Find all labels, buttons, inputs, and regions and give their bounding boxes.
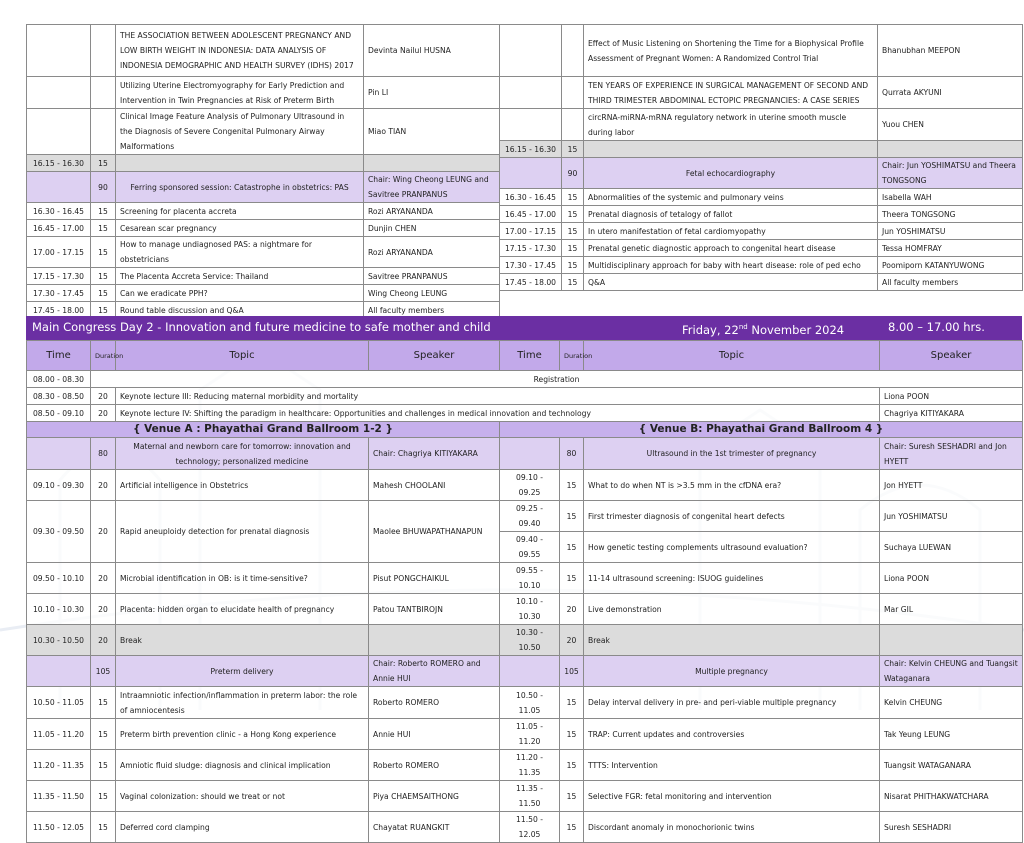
venue-b-duration: 15	[560, 563, 584, 594]
venue-b-speaker: Chair: Suresh SESHADRI and Jon HYETT	[880, 438, 1023, 470]
venue-a-duration: 20	[91, 625, 116, 656]
header-speaker: Speaker	[880, 341, 1023, 371]
header-topic: Topic	[116, 341, 369, 371]
venue-a-speaker	[369, 625, 500, 656]
session-duration: 90	[91, 172, 116, 203]
venue-b-time	[500, 656, 560, 687]
venue-b-topic: TTTS: Intervention	[584, 750, 880, 781]
venue-b-time: 11.50 - 12.05	[500, 812, 560, 843]
venue-a-speaker: Pisut PONGCHAIKUL	[369, 563, 500, 594]
session-time: 17.15 - 17.30	[500, 240, 562, 257]
venue-a-duration: 20	[91, 594, 116, 625]
session-topic: Prenatal genetic diagnostic approach to congenital heart disease	[584, 240, 878, 257]
session-speaker: Savitree PRANPANUS	[364, 268, 500, 285]
session-speaker: Pin LI	[364, 77, 500, 109]
table-row	[27, 220, 500, 237]
session-speaker: Miao TIAN	[364, 109, 500, 155]
session-duration: 15	[91, 237, 116, 268]
venue-b-duration: 80	[560, 438, 584, 470]
session-time: 17.45 - 18.00	[27, 302, 91, 319]
session-time	[27, 172, 91, 203]
venue-b-speaker: Jon HYETT	[880, 470, 1023, 501]
table-row	[500, 77, 1023, 109]
header-duration: Duration	[560, 341, 584, 371]
table-row	[500, 158, 1023, 189]
session-duration: 15	[562, 141, 584, 158]
header-topic: Topic	[584, 341, 880, 371]
common-time: 08.50 - 09.10	[27, 405, 91, 422]
venue-b-time: 10.50 - 11.05	[500, 687, 560, 719]
session-topic: Screening for placenta accreta	[116, 203, 364, 220]
banner-title: Main Congress Day 2 - Innovation and future medicine to safe mother and child	[32, 320, 491, 334]
session-duration: 15	[91, 203, 116, 220]
venue-b-duration: 15	[560, 750, 584, 781]
venue-b-speaker: Tak Yeung LEUNG	[880, 719, 1023, 750]
session-topic: TEN YEARS OF EXPERIENCE IN SURGICAL MANAGEMENT OF SECOND AND THIRD TRIMESTER ABDOMINAL ECTOPIC PREGNANCIES: A CASE SERIES	[584, 77, 878, 109]
table-row	[500, 141, 1023, 158]
venue-b-speaker	[880, 625, 1023, 656]
session-topic: Effect of Music Listening on Shortening the Time for a Biophysical Profile Assessment of Pregnant Women: A Randomized Control Trial	[584, 25, 878, 77]
venue-b-topic: Break	[584, 625, 880, 656]
session-duration: 15	[91, 268, 116, 285]
venue-a-topic: Placenta: hidden organ to elucidate health of pregnancy	[116, 594, 369, 625]
session-topic: Clinical Image Feature Analysis of Pulmonary Ultrasound in the Diagnosis of Severe Congenital Pulmonary Airway Malformations	[116, 109, 364, 155]
session-duration: 15	[91, 302, 116, 319]
venue-a-time: 09.50 - 10.10	[27, 563, 91, 594]
common-speaker: Liona POON	[880, 388, 1023, 405]
venue-a-time: 11.50 - 12.05	[27, 812, 91, 843]
venue-b-duration: 15	[560, 470, 584, 501]
venue-b-time: 11.35 - 11.50	[500, 781, 560, 812]
session-speaker: Bhanubhan MEEPON	[878, 25, 1023, 77]
table-row	[27, 687, 1023, 719]
table-row	[27, 750, 1023, 781]
session-speaker: All faculty members	[364, 302, 500, 319]
session-duration: 15	[91, 220, 116, 237]
venue-a-time: 11.20 - 11.35	[27, 750, 91, 781]
venue-a-topic: Intraamniotic infection/inflammation in preterm labor: the role of amniocentesis	[116, 687, 369, 719]
venue-b-time: 11.05 - 11.20	[500, 719, 560, 750]
session-time	[500, 77, 562, 109]
session-speaker: Rozi ARYANANDA	[364, 203, 500, 220]
session-duration	[91, 109, 116, 155]
session-time: 16.30 - 16.45	[27, 203, 91, 220]
session-time	[500, 109, 562, 141]
table-row	[27, 438, 1023, 470]
top-right-schedule	[499, 24, 1023, 291]
venue-a-time: 10.50 - 11.05	[27, 687, 91, 719]
session-topic	[584, 141, 878, 158]
venue-a-speaker: Roberto ROMERO	[369, 750, 500, 781]
venue-a-duration: 20	[91, 470, 116, 501]
session-duration: 90	[562, 158, 584, 189]
common-time: 08.30 - 08.50	[27, 388, 91, 405]
common-speaker: Chagriya KITIYAKARA	[880, 405, 1023, 422]
venue-b-topic: How genetic testing complements ultrasound evaluation?	[584, 532, 880, 563]
venue-b-speaker: Tuangsit WATAGANARA	[880, 750, 1023, 781]
venue-a-duration: 105	[91, 656, 116, 687]
table-row	[500, 223, 1023, 240]
venue-a-speaker: Annie HUI	[369, 719, 500, 750]
venue-a-time	[27, 656, 91, 687]
venue-b-duration: 15	[560, 719, 584, 750]
venue-a-topic: Deferred cord clamping	[116, 812, 369, 843]
table-row	[27, 470, 1023, 501]
venue-b-speaker: Suresh SESHADRI	[880, 812, 1023, 843]
table-row	[27, 563, 1023, 594]
venue-b-time: 09.55 - 10.10	[500, 563, 560, 594]
venue-a-duration: 15	[91, 750, 116, 781]
venue-b-time	[500, 438, 560, 470]
venue-a-time: 09.30 - 09.50	[27, 501, 91, 563]
venue-b-speaker: Liona POON	[880, 563, 1023, 594]
session-speaker: Jun YOSHIMATSU	[878, 223, 1023, 240]
venue-b-topic: Selective FGR: fetal monitoring and intervention	[584, 781, 880, 812]
venue-b-duration: 15	[560, 781, 584, 812]
table-row	[27, 25, 500, 77]
table-row	[500, 240, 1023, 257]
venue-a-speaker: Chair: Chagriya KITIYAKARA	[369, 438, 500, 470]
session-duration: 15	[562, 206, 584, 223]
venue-b-time: 11.20 - 11.35	[500, 750, 560, 781]
session-time	[27, 25, 91, 77]
table-row	[27, 719, 1023, 750]
venue-a-speaker: Piya CHAEMSAITHONG	[369, 781, 500, 812]
session-time: 17.45 - 18.00	[500, 274, 562, 291]
venue-b-duration: 105	[560, 656, 584, 687]
session-time: 17.30 - 17.45	[27, 285, 91, 302]
table-row	[500, 189, 1023, 206]
common-duration: 20	[91, 405, 116, 422]
venue-b-duration: 15	[560, 687, 584, 719]
session-speaker: Dunjin CHEN	[364, 220, 500, 237]
day-banner	[26, 316, 1022, 340]
session-speaker: Theera TONGSONG	[878, 206, 1023, 223]
session-speaker: All faculty members	[878, 274, 1023, 291]
venue-a-time: 10.30 - 10.50	[27, 625, 91, 656]
venue-b-topic: TRAP: Current updates and controversies	[584, 719, 880, 750]
common-topic: Registration	[91, 371, 1023, 388]
table-row	[27, 237, 500, 268]
venue-a-title: { Venue A : Phayathai Grand Ballroom 1-2 }	[27, 422, 500, 438]
venue-a-duration: 20	[91, 501, 116, 563]
header-time: Time	[27, 341, 91, 371]
venue-b-speaker: Kelvin CHEUNG	[880, 687, 1023, 719]
session-topic: In utero manifestation of fetal cardiomyopathy	[584, 223, 878, 240]
session-time: 16.30 - 16.45	[500, 189, 562, 206]
venue-b-topic: Multiple pregnancy	[584, 656, 880, 687]
venue-b-time: 09.10 - 09.25	[500, 470, 560, 501]
session-time: 16.15 - 16.30	[500, 141, 562, 158]
venue-a-time: 11.35 - 11.50	[27, 781, 91, 812]
session-speaker: Poomiporn KATANYUWONG	[878, 257, 1023, 274]
venue-b-title: { Venue B: Phayathai Grand Ballroom 4 }	[500, 422, 1023, 438]
venue-b-topic: Live demonstration	[584, 594, 880, 625]
session-speaker: Chair: Jun YOSHIMATSU and Theera TONGSONG	[878, 158, 1023, 189]
session-topic: circRNA-miRNA-mRNA regulatory network in uterine smooth muscle during labor	[584, 109, 878, 141]
venue-a-topic: Preterm birth prevention clinic - a Hong Kong experience	[116, 719, 369, 750]
venue-a-topic: Maternal and newborn care for tomorrow: innovation and technology; personalized medicine	[116, 438, 369, 470]
session-topic: The Placenta Accreta Service: Thailand	[116, 268, 364, 285]
venue-b-duration: 15	[560, 812, 584, 843]
session-speaker: Wing Cheong LEUNG	[364, 285, 500, 302]
venue-a-speaker: Chayatat RUANGKIT	[369, 812, 500, 843]
venue-a-duration: 80	[91, 438, 116, 470]
day2-schedule	[26, 340, 1023, 843]
session-topic: Q&A	[584, 274, 878, 291]
table-row	[27, 405, 1023, 422]
session-topic: Can we eradicate PPH?	[116, 285, 364, 302]
session-time: 16.45 - 17.00	[500, 206, 562, 223]
session-time	[27, 109, 91, 155]
session-topic: Abnormalities of the systemic and pulmonary veins	[584, 189, 878, 206]
table-row	[27, 109, 500, 155]
venue-b-topic: Ultrasound in the 1st trimester of pregnancy	[584, 438, 880, 470]
venue-a-duration: 15	[91, 687, 116, 719]
session-topic: Prenatal diagnosis of tetalogy of fallot	[584, 206, 878, 223]
venue-b-topic: Discordant anomaly in monochorionic twins	[584, 812, 880, 843]
session-topic: Fetal echocardiography	[584, 158, 878, 189]
session-speaker: Qurrata AKYUNI	[878, 77, 1023, 109]
session-topic: Cesarean scar pregnancy	[116, 220, 364, 237]
venue-a-time: 11.05 - 11.20	[27, 719, 91, 750]
venue-b-duration: 20	[560, 594, 584, 625]
session-speaker	[878, 141, 1023, 158]
table-row	[27, 155, 500, 172]
session-duration	[562, 25, 584, 77]
session-speaker: Yuou CHEN	[878, 109, 1023, 141]
venue-b-time: 09.25 - 09.40	[500, 501, 560, 532]
session-topic: Ferring sponsored session: Catastrophe in obstetrics: PAS	[116, 172, 364, 203]
session-time	[500, 25, 562, 77]
venue-a-duration: 15	[91, 719, 116, 750]
venue-b-topic: First trimester diagnosis of congenital heart defects	[584, 501, 880, 532]
table-row	[500, 25, 1023, 77]
venue-a-time	[27, 438, 91, 470]
venue-a-speaker: Chair: Roberto ROMERO and Annie HUI	[369, 656, 500, 687]
session-topic: Multidisciplinary approach for baby with heart disease: role of ped echo	[584, 257, 878, 274]
venue-b-speaker: Nisarat PHITHAKWATCHARA	[880, 781, 1023, 812]
session-time: 17.00 - 17.15	[27, 237, 91, 268]
venue-b-speaker: Chair: Kelvin CHEUNG and Tuangsit Wataganara	[880, 656, 1023, 687]
venue-b-time: 09.40 - 09.55	[500, 532, 560, 563]
table-row	[27, 172, 500, 203]
venue-a-speaker: Maolee BHUWAPATHANAPUN	[369, 501, 500, 563]
session-duration: 15	[562, 189, 584, 206]
banner-date: Friday, 22nd November 2024	[682, 322, 845, 337]
venue-b-duration: 15	[560, 501, 584, 532]
venue-a-topic: Break	[116, 625, 369, 656]
session-duration: 15	[91, 285, 116, 302]
venue-b-topic: What to do when NT is >3.5 mm in the cfDNA era?	[584, 470, 880, 501]
table-row	[27, 594, 1023, 625]
table-row	[500, 109, 1023, 141]
table-row	[27, 203, 500, 220]
table-row	[27, 77, 500, 109]
venue-a-time: 10.10 - 10.30	[27, 594, 91, 625]
common-topic: Keynote lecture III: Reducing maternal morbidity and mortality	[116, 388, 880, 405]
table-row	[27, 781, 1023, 812]
header-speaker: Speaker	[369, 341, 500, 371]
table-row	[27, 501, 1023, 532]
table-row	[27, 388, 1023, 405]
session-speaker: Chair: Wing Cheong LEUNG and Savitree PRANPANUS	[364, 172, 500, 203]
session-topic: Utilizing Uterine Electromyography for Early Prediction and Intervention in Twin Pregnancies at Risk of Preterm Birth	[116, 77, 364, 109]
venue-a-speaker: Roberto ROMERO	[369, 687, 500, 719]
session-duration: 15	[562, 274, 584, 291]
table-row	[500, 274, 1023, 291]
common-duration: 20	[91, 388, 116, 405]
table-row	[27, 625, 1023, 656]
venue-b-duration: 20	[560, 625, 584, 656]
table-row	[27, 812, 1023, 843]
header-duration: Duration	[91, 341, 116, 371]
venue-a-topic: Preterm delivery	[116, 656, 369, 687]
session-time: 16.15 - 16.30	[27, 155, 91, 172]
common-time: 08.00 - 08.30	[27, 371, 91, 388]
table-row	[27, 268, 500, 285]
session-duration	[562, 77, 584, 109]
session-speaker: Devinta Nailul HUSNA	[364, 25, 500, 77]
table-row	[27, 656, 1023, 687]
header-time: Time	[500, 341, 560, 371]
venue-b-topic: Delay interval delivery in pre- and peri-viable multiple pregnancy	[584, 687, 880, 719]
session-speaker: Rozi ARYANANDA	[364, 237, 500, 268]
venue-a-speaker: Mahesh CHOOLANI	[369, 470, 500, 501]
table-row	[500, 257, 1023, 274]
venue-a-duration: 15	[91, 781, 116, 812]
venue-a-duration: 15	[91, 812, 116, 843]
venue-a-topic: Amniotic fluid sludge: diagnosis and clinical implication	[116, 750, 369, 781]
table-row	[27, 285, 500, 302]
session-duration	[91, 25, 116, 77]
venue-a-topic: Vaginal colonization: should we treat or not	[116, 781, 369, 812]
session-time: 17.00 - 17.15	[500, 223, 562, 240]
session-topic: THE ASSOCIATION BETWEEN ADOLESCENT PREGNANCY AND LOW BIRTH WEIGHT IN INDONESIA: DATA ANALYSIS OF INDONESIA DEMOGRAPHIC AND HEALTH SURVEY (IDHS) 2017	[116, 25, 364, 77]
venue-a-speaker: Patou TANTBIROJN	[369, 594, 500, 625]
venue-b-speaker: Suchaya LUEWAN	[880, 532, 1023, 563]
venue-b-speaker: Jun YOSHIMATSU	[880, 501, 1023, 532]
venue-a-topic: Rapid aneuploidy detection for prenatal diagnosis	[116, 501, 369, 563]
table-row	[27, 371, 1023, 388]
session-topic	[116, 155, 364, 172]
session-time: 17.15 - 17.30	[27, 268, 91, 285]
session-duration: 15	[562, 240, 584, 257]
header-row	[27, 341, 1023, 371]
banner-hours: 8.00 – 17.00 hrs.	[888, 320, 985, 334]
venue-b-time: 10.30 - 10.50	[500, 625, 560, 656]
session-duration	[562, 109, 584, 141]
venue-a-topic: Microbial identification in OB: is it time-sensitive?	[116, 563, 369, 594]
session-time	[500, 158, 562, 189]
session-time: 16.45 - 17.00	[27, 220, 91, 237]
venue-b-speaker: Mar GIL	[880, 594, 1023, 625]
session-speaker	[364, 155, 500, 172]
table-row	[500, 206, 1023, 223]
session-time	[27, 77, 91, 109]
session-topic: Round table discussion and Q&A	[116, 302, 364, 319]
venue-a-duration: 20	[91, 563, 116, 594]
session-duration: 15	[562, 223, 584, 240]
session-speaker: Tessa HOMFRAY	[878, 240, 1023, 257]
session-topic: How to manage undiagnosed PAS: a nightmare for obstetricians	[116, 237, 364, 268]
venue-b-time: 10.10 - 10.30	[500, 594, 560, 625]
session-duration: 15	[91, 155, 116, 172]
session-time: 17.30 - 17.45	[500, 257, 562, 274]
session-duration: 15	[562, 257, 584, 274]
session-speaker: Isabella WAH	[878, 189, 1023, 206]
venue-a-topic: Artificial intelligence in Obstetrics	[116, 470, 369, 501]
venue-row	[27, 422, 1023, 438]
venue-b-duration: 15	[560, 532, 584, 563]
session-duration	[91, 77, 116, 109]
venue-b-topic: 11-14 ultrasound screening: ISUOG guidelines	[584, 563, 880, 594]
top-left-schedule	[26, 24, 500, 319]
common-topic: Keynote lecture IV: Shifting the paradigm in healthcare: Opportunities and challenges in medical innovation and technology	[116, 405, 880, 422]
venue-a-time: 09.10 - 09.30	[27, 470, 91, 501]
